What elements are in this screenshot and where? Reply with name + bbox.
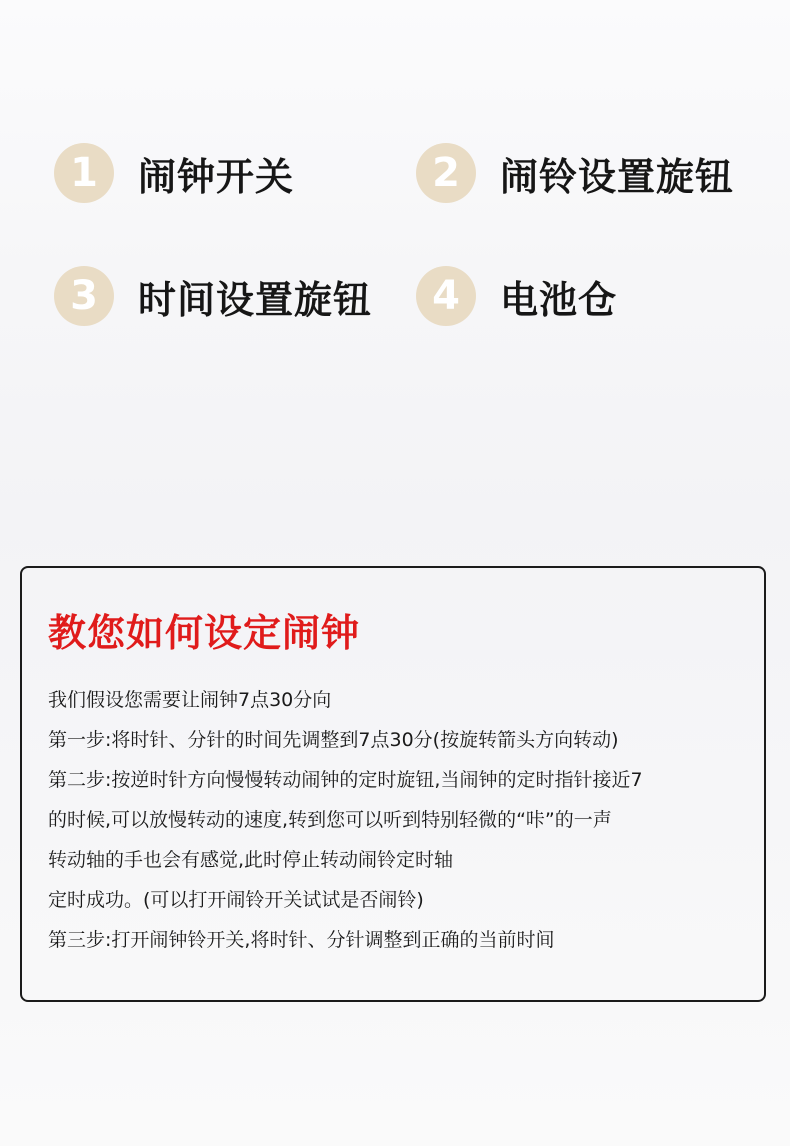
feature-label-alarm-knob: 闹铃设置旋钮: [500, 154, 735, 199]
feature-battery-compartment: [416, 266, 617, 326]
feature-label-alarm-switch: 闹钟开关: [138, 154, 295, 199]
number-badge-1: 1: [54, 143, 114, 203]
feature-label-time-knob: 时间设置旋钮: [138, 277, 373, 322]
feature-alarm-knob: [416, 143, 734, 203]
guide-line-step-1: 第一步:将时针、分针的时间先调整到7点30分(按旋转箭头方向转动): [48, 729, 619, 751]
feature-time-knob: [54, 266, 372, 326]
guide-instructions: [48, 680, 748, 960]
number-badge-4: 4: [416, 266, 476, 326]
number-badge-2: 2: [416, 143, 476, 203]
number-badge-3: 3: [54, 266, 114, 326]
guide-line-step-2-result: 定时成功。(可以打开闹铃开关试试是否闹铃): [48, 889, 424, 911]
feature-label-battery: 电池仓: [500, 277, 618, 322]
feature-alarm-switch: [54, 143, 294, 203]
guide-line-step-2-cont-2: 转动轴的手也会有感觉,此时停止转动闹铃定时轴: [48, 849, 454, 871]
guide-line-step-3: 第三步:打开闹钟铃开关,将时针、分针调整到正确的当前时间: [48, 929, 555, 951]
guide-title: 教您如何设定闹钟: [48, 611, 361, 655]
guide-line-step-2-cont-1: 的时候,可以放慢转动的速度,转到您可以听到特别轻微的“咔”的一声: [48, 809, 612, 831]
guide-line-intro: 我们假设您需要让闹钟7点30分向: [48, 689, 332, 711]
alarm-setting-guide: [20, 566, 766, 1002]
guide-line-step-2: 第二步:按逆时针方向慢慢转动闹钟的定时旋钮,当闹钟的定时指针接近7: [48, 769, 643, 791]
